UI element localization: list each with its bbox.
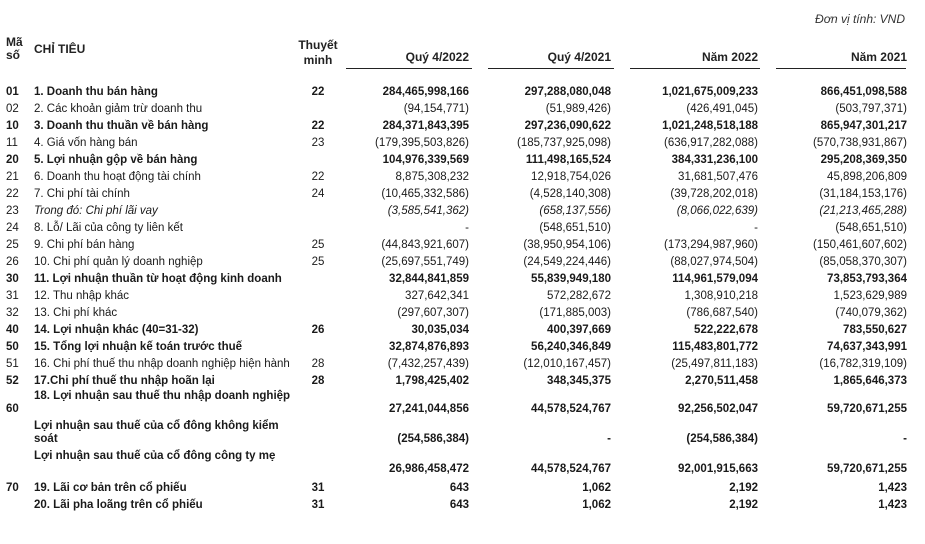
row-label: 11. Lợi nhuận thuần từ hoạt động kinh doanh [34,273,282,285]
row-note: 22 [311,171,325,183]
row-value-year-2021: (31,184,153,176) [819,188,907,200]
row-code: 02 [6,103,19,115]
table-row [0,101,925,118]
row-value-q4-2022: 32,844,841,859 [389,273,469,285]
row-value-year-2021: 1,523,629,989 [833,290,907,302]
row-note: 25 [311,256,325,268]
row-value-q4-2022: (25,697,551,749) [381,256,469,268]
row-label: 8. Lỗ/ Lãi của công ty liên kết [34,222,183,234]
row-note: 22 [311,120,325,132]
row-value-year-2021: 866,451,098,588 [820,86,907,98]
row-label: 18. Lợi nhuận sau thuế thu nhập doanh nghiệp [34,390,291,402]
row-label: 12. Thu nhập khác [34,290,130,302]
row-code: 11 [6,137,18,149]
table-row [0,305,925,322]
table-row [0,254,925,271]
row-value-q4-2021: 297,288,080,048 [524,86,611,98]
header-year-2022: Năm 2022 [701,50,758,64]
table-row [0,497,925,514]
row-value-year-2021: 59,720,671,255 [827,403,907,415]
row-value-year-2022: (254,586,384) [686,433,758,445]
row-label: 14. Lợi nhuận khác (40=31-32) [34,324,199,336]
row-label: Lợi nhuận sau thuế của cổ đông công ty mẹ [34,450,276,462]
row-label: 2. Các khoản giảm trừ doanh thu [34,103,203,115]
row-value-q4-2022: (7,432,257,439) [387,358,469,370]
row-value-year-2021: 1,423 [878,499,907,511]
row-value-year-2021: 74,637,343,991 [827,341,907,353]
row-code: 01 [6,86,19,98]
header-q4-2021: Quý 4/2021 [547,50,611,64]
row-code: 32 [6,307,19,319]
row-value-q4-2022: (179,395,503,826) [375,137,469,149]
row-value-q4-2022: 327,642,341 [405,290,469,302]
row-label: 10. Chi phí quản lý doanh nghiệp [34,256,203,268]
row-value-q4-2021: (171,885,003) [539,307,611,319]
row-value-q4-2021: (24,549,224,446) [523,256,611,268]
row-note: 22 [311,86,325,98]
row-value-year-2022: 1,308,910,218 [684,290,758,302]
row-value-q4-2022: 32,874,876,893 [389,341,469,353]
row-label: 6. Doanh thu hoạt động tài chính [34,171,201,183]
row-label: 1. Doanh thu bán hàng [34,86,158,98]
row-value-q4-2022: 104,976,339,569 [382,154,469,166]
row-note: 26 [311,324,325,336]
row-value-q4-2022: (44,843,921,607) [381,239,469,251]
row-code: 40 [6,324,19,336]
row-value-year-2022: (25,497,811,183) [671,358,758,370]
table-row [0,322,925,339]
row-value-year-2022: (88,027,974,504) [670,256,758,268]
row-label: Trong đó: Chi phí lãi vay [34,205,158,217]
table-row [0,152,925,169]
row-value-q4-2021: (185,737,925,098) [517,137,611,149]
row-value-q4-2021: 44,578,524,767 [531,403,611,415]
row-value-year-2021: - [903,433,907,445]
table-row [0,390,925,420]
row-code: 51 [6,358,19,370]
row-value-q4-2022: (254,586,384) [397,433,469,445]
row-note: 25 [311,239,325,251]
row-value-year-2021: 59,720,671,255 [827,463,907,475]
row-value-year-2022: (636,917,282,088) [664,137,758,149]
header-underline-q4-2022 [346,68,472,69]
row-value-year-2022: 2,192 [729,482,758,494]
row-value-year-2022: 522,222,678 [694,324,758,336]
table-row [0,480,925,497]
row-value-q4-2022: 643 [449,499,469,511]
table-row [0,450,925,480]
row-value-q4-2022: 30,035,034 [411,324,469,336]
row-value-year-2022: 31,681,507,476 [678,171,758,183]
row-value-year-2021: (503,797,371) [835,103,907,115]
row-code: 60 [6,403,19,415]
row-value-year-2022: 384,331,236,100 [671,154,758,166]
row-label: 9. Chi phí bán hàng [34,239,135,251]
row-value-q4-2022: 8,875,308,232 [395,171,469,183]
row-value-q4-2021: 400,397,669 [547,324,611,336]
table-row [0,220,925,237]
row-value-year-2021: (570,738,931,867) [813,137,907,149]
row-value-year-2022: (173,294,987,960) [664,239,758,251]
row-value-q4-2021: - [607,433,611,445]
row-label: 16. Chi phí thuế thu nhập doanh nghiệp hiện hành [34,358,290,370]
row-value-q4-2022: 284,465,998,166 [382,86,469,98]
row-code: 23 [6,205,19,217]
row-code: 24 [6,222,19,234]
header-underline-q4-2021 [488,68,614,69]
row-value-year-2022: (8,066,022,639) [676,205,758,217]
row-value-year-2021: (150,461,607,602) [813,239,907,251]
row-note: 23 [311,137,325,149]
table-row [0,169,925,186]
row-label: 17.Chi phí thuế thu nhập hoãn lại [34,375,215,387]
row-value-q4-2021: 56,240,346,849 [531,341,611,353]
row-value-q4-2022: (10,465,332,586) [381,188,469,200]
row-code: 10 [6,120,19,132]
row-value-year-2022: 1,021,248,518,188 [662,120,758,132]
row-label: 7. Chi phí tài chính [34,188,130,200]
row-value-q4-2021: 572,282,672 [547,290,611,302]
row-label: 4. Giá vốn hàng bán [34,137,138,149]
table-row [0,356,925,373]
row-value-year-2021: 73,853,793,364 [827,273,907,285]
row-value-q4-2021: (51,989,426) [545,103,611,115]
row-value-year-2022: - [754,222,758,234]
table-row [0,84,925,101]
table-row [0,339,925,356]
row-value-year-2021: 783,550,627 [843,324,907,336]
row-value-q4-2021: (548,651,510) [539,222,611,234]
header-code: Mã số [6,35,23,62]
row-value-year-2022: 115,483,801,772 [672,341,758,353]
row-label: 13. Chi phí khác [34,307,118,319]
row-value-year-2022: 92,256,502,047 [678,403,758,415]
row-value-q4-2022: 27,241,044,856 [389,403,469,415]
row-note: 28 [311,358,325,370]
row-value-q4-2021: (12,010,167,457) [523,358,611,370]
row-value-year-2021: (21,213,465,288) [819,205,907,217]
row-value-q4-2022: 284,371,843,395 [382,120,469,132]
row-value-q4-2021: 44,578,524,767 [531,463,611,475]
row-code: 20 [6,154,19,166]
row-value-year-2022: 1,021,675,009,233 [662,86,758,98]
row-value-q4-2022: (94,154,771) [403,103,469,115]
table-row [0,373,925,390]
row-value-q4-2021: 55,839,949,180 [531,273,611,285]
row-value-q4-2021: 12,918,754,026 [531,171,611,183]
table-row [0,237,925,254]
table-row [0,186,925,203]
row-value-q4-2022: 26,986,458,472 [389,463,469,475]
header-year-2021: Năm 2021 [850,50,907,64]
row-value-year-2022: (426,491,045) [686,103,758,115]
row-code: 31 [6,290,19,302]
row-value-q4-2021: (4,528,140,308) [529,188,611,200]
row-value-year-2021: 865,947,301,217 [820,120,907,132]
row-value-q4-2022: - [465,222,469,234]
row-code: 25 [6,239,19,251]
table-row [0,135,925,152]
row-value-year-2021: (740,079,362) [835,307,907,319]
row-note: 31 [311,499,325,511]
row-note: 28 [311,375,325,387]
income-statement-table [0,84,925,514]
row-label: 3. Doanh thu thuần về bán hàng [34,120,209,132]
row-code: 21 [6,171,19,183]
row-value-q4-2021: 111,498,165,524 [525,154,611,166]
row-value-year-2021: (548,651,510) [835,222,907,234]
row-code: 26 [6,256,19,268]
row-value-year-2022: 2,270,511,458 [685,375,758,387]
row-value-q4-2021: (38,950,954,106) [523,239,611,251]
row-label: 20. Lãi pha loãng trên cổ phiếu [34,499,203,511]
row-code: 22 [6,188,19,200]
row-value-year-2022: 2,192 [729,499,758,511]
row-code: 52 [6,375,19,387]
row-value-year-2022: 114,961,579,094 [672,273,758,285]
row-value-year-2021: (16,782,319,109) [819,358,907,370]
table-row [0,271,925,288]
row-note: 24 [311,188,325,200]
row-value-year-2021: 1,865,646,373 [833,375,907,387]
unit-label: Đơn vị tính: VND [815,12,905,26]
row-value-q4-2022: (3,585,541,362) [387,205,469,217]
table-row [0,118,925,135]
row-value-q4-2021: 297,236,090,622 [524,120,611,132]
table-row [0,420,925,450]
row-code: 30 [6,273,19,285]
row-value-year-2022: (786,687,540) [686,307,758,319]
row-code: 50 [6,341,19,353]
table-row [0,288,925,305]
table-row [0,203,925,220]
row-value-year-2022: (39,728,202,018) [670,188,758,200]
header-underline-year-2021 [776,68,906,69]
row-code: 70 [6,482,19,494]
row-label: Lợi nhuận sau thuế của cổ đông không kiểm soát [34,420,279,445]
row-value-q4-2022: (297,607,307) [397,307,469,319]
row-value-q4-2021: 1,062 [582,499,611,511]
header-q4-2022: Quý 4/2022 [405,50,469,64]
row-label: 5. Lợi nhuận gộp về bán hàng [34,154,198,166]
row-value-year-2021: (85,058,370,307) [819,256,907,268]
row-value-year-2021: 45,898,206,809 [827,171,907,183]
row-label: 19. Lãi cơ bản trên cổ phiếu [34,482,187,494]
row-value-q4-2021: (658,137,556) [539,205,611,217]
row-value-q4-2021: 1,062 [582,482,611,494]
row-value-year-2021: 1,423 [878,482,907,494]
header-note: Thuyết minh [298,38,338,67]
row-value-year-2022: 92,001,915,663 [678,463,758,475]
row-value-q4-2021: 348,345,375 [547,375,611,387]
header-underline-year-2022 [630,68,760,69]
header-name: CHỈ TIÊU [34,42,86,56]
row-label: 15. Tổng lợi nhuận kế toán trước thuế [34,341,243,353]
row-note: 31 [311,482,325,494]
row-value-year-2021: 295,208,369,350 [820,154,907,166]
row-value-q4-2022: 643 [449,482,469,494]
row-value-q4-2022: 1,798,425,402 [395,375,469,387]
